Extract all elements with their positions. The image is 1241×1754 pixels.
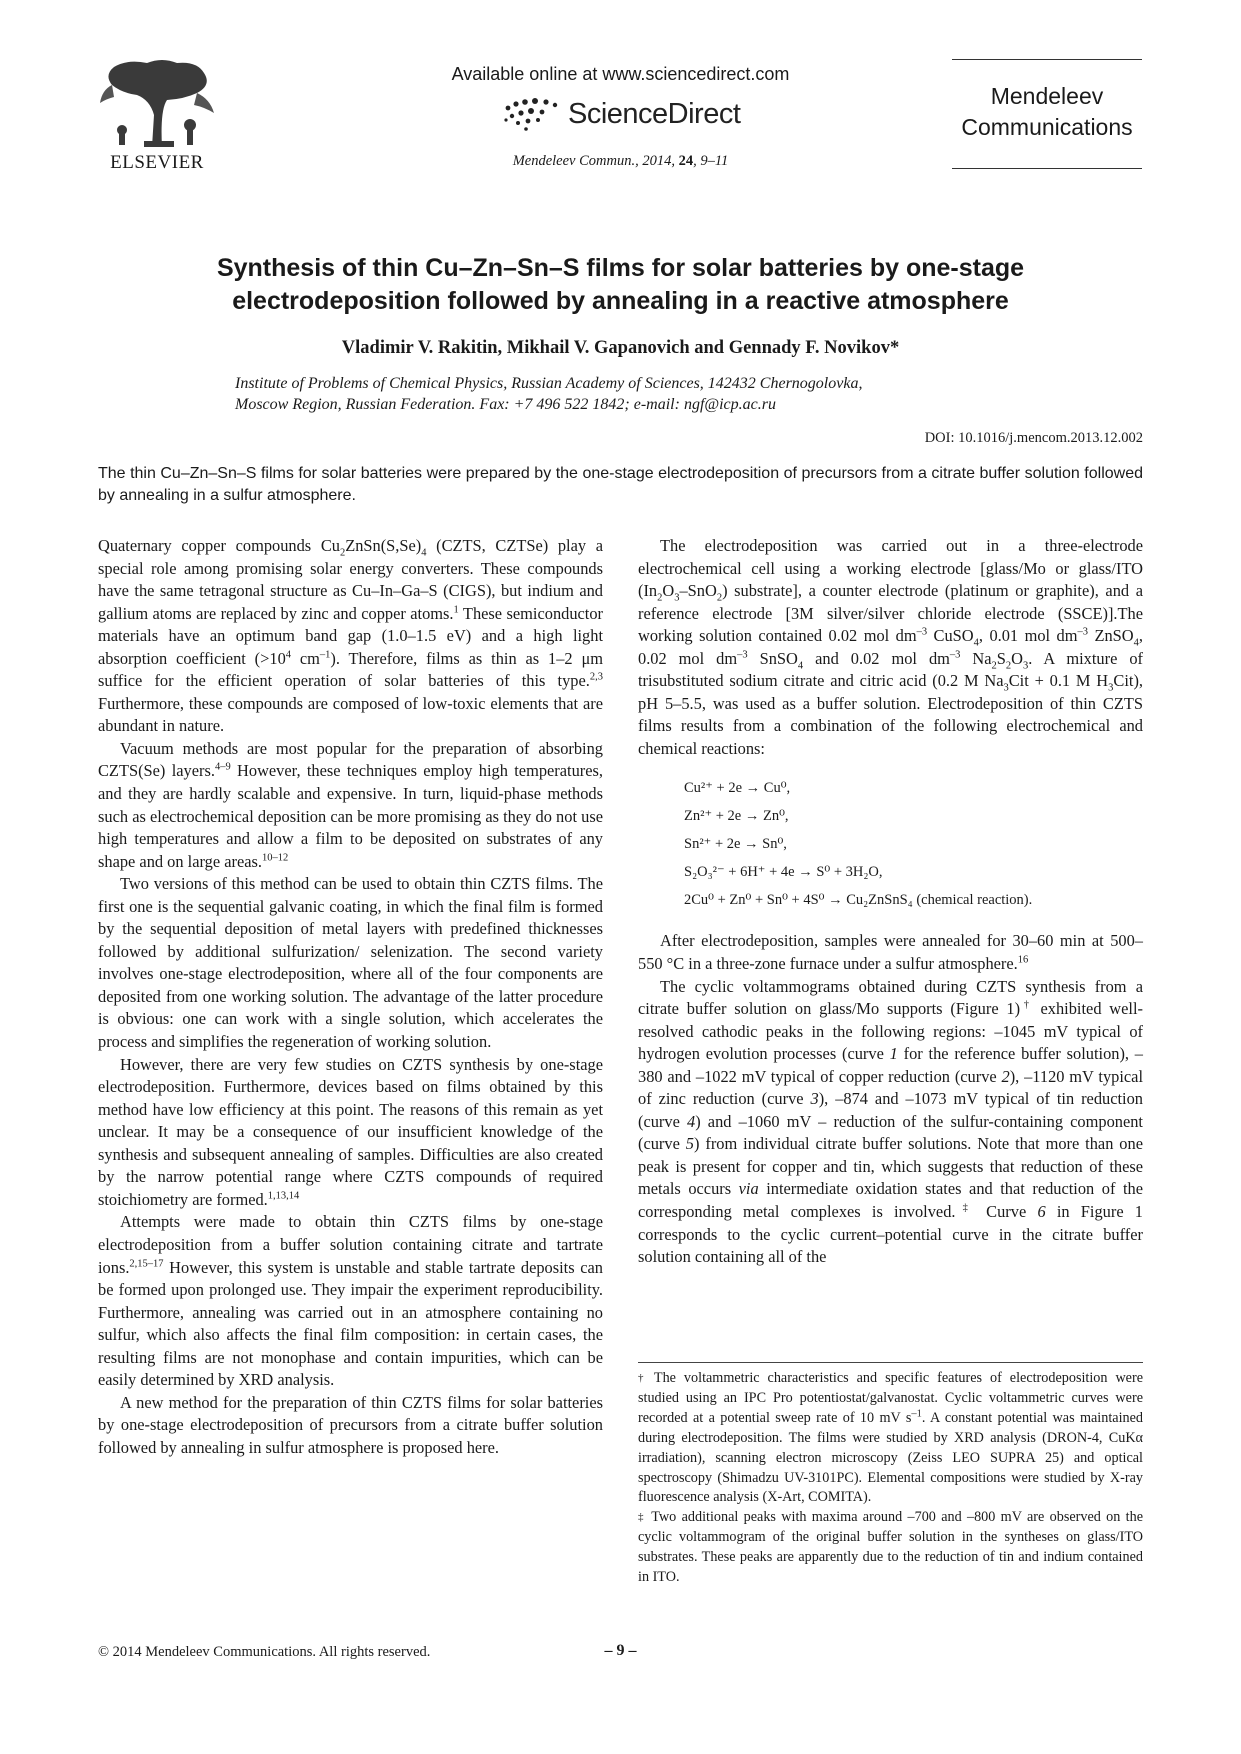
reaction-equation: S₂O₃²⁻ + 6H⁺ + 4e → S⁰ + 3H₂O, bbox=[684, 864, 883, 881]
doi-link[interactable]: DOI: 10.1016/j.mencom.2013.12.002 bbox=[924, 430, 1143, 446]
paragraph: A new method for the preparation of thin CZTS films for solar batteries by one-stage electrodeposition of precursors from a citrate buffer solution followed by annealing in sulfur atmosphere is proposed here. bbox=[98, 1392, 603, 1457]
copyright-notice: © 2014 Mendeleev Communications. All rights reserved. bbox=[98, 1644, 431, 1660]
footnote: ‡ Two additional peaks with maxima around –700 and –800 mV are observed on the cyclic voltammogram of the original buffer solution in the syntheses on glass/ITO substrates. These peaks are apparently due to the reduction of tin and indium contained in ITO. bbox=[638, 1509, 1144, 1586]
sciencedirect-name: ScienceDirect bbox=[568, 98, 741, 130]
citation-year: , 2014, bbox=[635, 153, 679, 169]
citation-journal: Mendeleev Commun. bbox=[512, 153, 636, 169]
paragraph: Attempts were made to obtain thin CZTS films by one-stage electrodeposition from a buffer solution containing citrate and tartrate ions.$^{2,15-17}$ However, this system is unstable and stable tartrate deposits can be formed upon prolonged use. They impair the experiment reproducibility. Furthermore, annealing was carried out in an atmosphere containing no sulfur, which also affects the final film composition: in certain cases, the resulting films are not monophase and contain impurities, which can be easily determined by XRD analysis. bbox=[98, 1212, 603, 1390]
reference-mark[interactable]: 16 bbox=[1017, 954, 1029, 966]
footnote-mark[interactable]: ‡ bbox=[955, 1202, 975, 1214]
page-number: – 9 – bbox=[604, 1642, 637, 1659]
paragraph: Vacuum methods are most popular for the preparation of absorbing CZTS(Se) layers.$^{4-9}$ However, these techniques employ high temperatures, and they are hardly scalable and expensive. In turn, liquid-phase methods such as electrochemical deposition can be more promising as they do not use high temperatures and allow a film to be deposited on substrates of any shape and on large areas.$^{10-12}$ bbox=[98, 738, 603, 871]
reaction-equations bbox=[684, 774, 1143, 914]
affiliation-line1: Institute of Problems of Chemical Physics, Russian Academy of Sciences, 142432 Chernogolovka, bbox=[235, 375, 863, 392]
paragraph: Quaternary copper compounds $Cu_2ZnSn(S,Se)_4$ (CZTS, CZTSe) play a special role among promising solar energy converters. These compounds have the same tetragonal structure as Cu–In–Ga–S (CIGS), but indium and gallium atoms are replaced by zinc and copper atoms.$^1$ These semiconductor materials have an optimum band gap (1.0–1.5 eV) and a high light absorption coefficient ($>10^4$ $cm^{-1}$). Therefore, films as thin as 1–2 μm suffice for the efficient operation of solar batteries of this type.$^{2,3}$ Furthermore, these compounds are composed of low-toxic elements that are abundant in nature. bbox=[98, 536, 604, 736]
reference-mark[interactable]: 10–12 bbox=[262, 852, 289, 864]
footnote: † The voltammetric characteristics and specific features of electrodeposition were studied using an IPC Pro potentiostat/galvanostat. Cyclic voltammetric curves were recorded at a potential sweep rate of 10 mV $s^{-1}$. A constant potential was maintained during electrodeposition. The films were studied by XRD analysis (DRON-4, CuKα irradiation), scanning electron microscopy (Zeiss LEO SUPRA 25) and optical spectroscopy (Shimadzu UV-3101PC). Elemental compositions were studied by X-ray fluorescence analysis (X-Art, COMITA). bbox=[638, 1370, 1144, 1506]
affiliation-line2: Moscow Region, Russian Federation. Fax: +7 496 522 1842; e-mail: ngf@icp.ac.ru bbox=[235, 396, 776, 413]
body-column-left bbox=[98, 535, 603, 1459]
reaction-equation: Zn²⁺ + 2e → Zn⁰, bbox=[684, 808, 789, 825]
citation-pages: , 9–11 bbox=[693, 153, 729, 169]
sciencedirect-dots-icon bbox=[500, 96, 564, 136]
author-affiliation bbox=[235, 373, 1055, 415]
journal-name-line1: Mendeleev bbox=[990, 83, 1104, 109]
citation-volume: 24 bbox=[678, 153, 694, 169]
reaction-equation: 2Cu⁰ + Zn⁰ + Sn⁰ + 4S⁰ → Cu₂ZnSnS₄ (chemical reaction). bbox=[684, 892, 1033, 909]
available-online-link[interactable]: Available online at www.sciencedirect.com bbox=[451, 64, 790, 84]
footnote-mark[interactable]: † bbox=[1020, 999, 1033, 1011]
paragraph: However, there are very few studies on CZTS synthesis by one-stage electrodeposition. Furthermore, devices based on films obtained by this method have low efficiency at this point. The reasons of this remain as yet unclear. It may be a consequence of our insufficient knowledge of the synthesis and subsequent annealing of samples. Difficulties are also created by the narrow potential range where CZTS compounds of required stoichiometry are formed.$^{1,13,14}$ bbox=[98, 1054, 603, 1209]
journal-name-line2: Communications bbox=[961, 114, 1133, 140]
elsevier-logo-text: ELSEVIER bbox=[110, 152, 204, 173]
article-title: Synthesis of thin Cu–Zn–Sn–S films for solar batteries by one-stage electrodeposition followed by annealing in a reactive atmosphere bbox=[216, 254, 1025, 315]
reference-mark[interactable]: 4–9 bbox=[214, 762, 231, 773]
footnotes bbox=[638, 1362, 1143, 1588]
sciencedirect-logo[interactable] bbox=[500, 96, 760, 136]
paragraph: The cyclic voltammograms obtained during CZTS synthesis from a citrate buffer solution on glass/Mo supports (Figure 1)† exhibited well-resolved cathodic peaks in the following regions: –1045 mV typical of hydrogen evolution processes (curve 1 for the reference buffer solution), –380 and –1022 mV typical of copper reduction (curve 2), –1120 mV typical of zinc reduction (curve 3), –874 and –1073 mV typical of tin reduction (curve 4) and –1060 mV – reduction of the sulfur-containing component (curve 5) from individual citrate buffer solutions. Note that more than one peak is present for copper and tin, which suggests that reduction of these metals occurs via intermediate oxidation states and that reduction of the corresponding metal complexes is involved.‡ Curve 6 in Figure 1 corresponds to the cyclic current–potential curve in the citrate buffer solution containing all of the bbox=[638, 976, 1143, 1267]
paragraph: After electrodeposition, samples were annealed for 30–60 min at 500–550 °C in a three-zone furnace under a sulfur atmosphere.$^{16}$ bbox=[638, 931, 1143, 974]
reference-mark[interactable]: 2,15–17 bbox=[129, 1258, 164, 1270]
reference-mark[interactable]: 1 bbox=[453, 604, 459, 616]
abstract: The thin Cu–Zn–Sn–S films for solar batteries were prepared by the one-stage electrodeposition of precursors from a citrate buffer solution followed by annealing in a sulfur atmosphere. bbox=[98, 465, 1143, 504]
paragraph: The electrodeposition was carried out in a three-electrode electrochemical cell using a working electrode [glass/Mo or glass/ITO $(In_2O_3-SnO_2)$ substrate], a counter electrode (platinum or graphite), and a reference electrode [3M silver/silver chloride electrode (SSCE)].The working solution contained 0.02 mol $dm^{-3}$ CuSO$_4$, 0.01 mol $dm^{-3}$ ZnSO$_4$, 0.02 mol $dm^{-3}$ SnSO$_4$ and 0.02 mol $dm^{-3}$ $Na_2S_2O_3$. A mixture of trisubstituted sodium citrate and citric acid (0.2 M $Na_3Cit + 0.1$ M $H_3Cit$), pH 5–5.5, was used as a buffer solution. Electrodeposition of thin CZTS films results from a combination of the following electrochemical and chemical reactions: bbox=[638, 536, 1144, 758]
paragraph: Two versions of this method can be used to obtain thin CZTS films. The first one is the sequential galvanic coating, in which the final film is formed by the sequential deposition of metal layers with predefined thicknesses followed by additional sulfurization/ selenization. The second variety involves one-stage electrodeposition, where all of the four components are deposited from one working solution. The advantage of the latter procedure is obvious: one can work with a single solution, which accelerates the process and simplifies the regeneration of working solution. bbox=[98, 874, 603, 1052]
reference-mark[interactable]: 1,13,14 bbox=[267, 1190, 300, 1202]
journal-name-box bbox=[952, 59, 1142, 169]
reaction-equation: Cu²⁺ + 2e → Cu⁰, bbox=[684, 780, 791, 797]
reference-mark[interactable]: 2,3 bbox=[589, 671, 603, 683]
body-column-right bbox=[638, 535, 1143, 1269]
reaction-equation: Sn²⁺ + 2e → Sn⁰, bbox=[684, 836, 787, 853]
article-authors: Vladimir V. Rakitin, Mikhail V. Gapanovich and Gennady F. Novikov* bbox=[341, 338, 900, 358]
